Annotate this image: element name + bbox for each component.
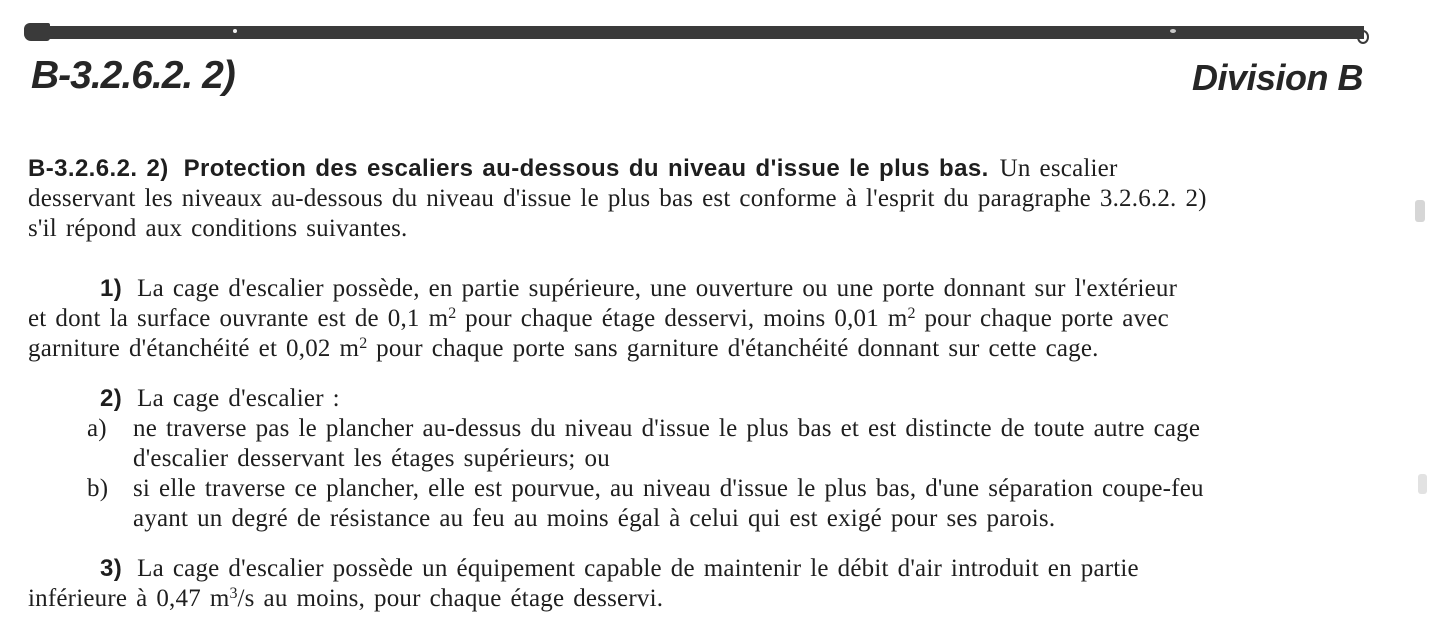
scan-artifact-bar-end bbox=[1357, 30, 1369, 44]
subclause-marker-a: a) bbox=[87, 415, 107, 442]
clause-2a-text: ne traverse pas le plancher au-dessus du niveau d'issue le plus bas et est distincte de toute autre cage d'escalier desservant les étages supérieurs; ou bbox=[133, 415, 1201, 472]
running-header-division: Division B bbox=[1191, 57, 1363, 98]
clause-2b-text: si elle traverse ce plancher, elle est pourvue, au niveau d'issue le plus bas, d'une séparation coupe-feu ayant un degré de résistance au feu au moins égal à celui qui est exigé pour ses parois. bbox=[133, 475, 1204, 532]
clause-3: 3) La cage d'escalier possède un équipement capable de maintenir le débit d'air introduit en partie inférieure à 0,47 $m^3/s$ au moins, pour chaque étage desservi. bbox=[28, 555, 1139, 612]
scan-artifact-bar-start bbox=[24, 23, 50, 41]
clause-2-subitem-b bbox=[28, 474, 1398, 534]
running-header-section: B-3.2.6.2. 2) bbox=[31, 54, 235, 97]
clause-2 bbox=[28, 384, 1398, 534]
scan-speck bbox=[1170, 29, 1176, 33]
subclause-marker-b: b) bbox=[87, 475, 109, 502]
clause-2-subitem-a bbox=[28, 414, 1398, 474]
clause-2-intro: 2) La cage d'escalier : bbox=[100, 385, 340, 412]
lead-paragraph: B-3.2.6.2. 2) Protection des escaliers au-dessous du niveau d'issue le plus bas. Un escalier desservant les niveaux au-dessous du niveau d'issue le plus bas est conforme à l'esprit du paragraphe 3.2.6.2. 2) s'il répond aux conditions suivantes. bbox=[28, 155, 1207, 242]
clause-1: 1) La cage d'escalier possède, en partie supérieure, une ouverture ou une porte donnant sur l'extérieur et dont la surface ouvrante est de 0,1 $m^2$ pour chaque étage desservi, moins 0,01 $m^2$ pour chaque porte avec garniture d'étanchéité et 0,02 $m^2$ pour chaque porte sans garniture d'étanchéité donnant sur cette cage. bbox=[28, 275, 1178, 362]
top-rule bbox=[28, 26, 1364, 39]
article-body bbox=[28, 154, 1398, 614]
scan-artifact-edge bbox=[1418, 474, 1427, 494]
scan-artifact-edge bbox=[1415, 200, 1425, 222]
scan-speck bbox=[233, 29, 237, 33]
